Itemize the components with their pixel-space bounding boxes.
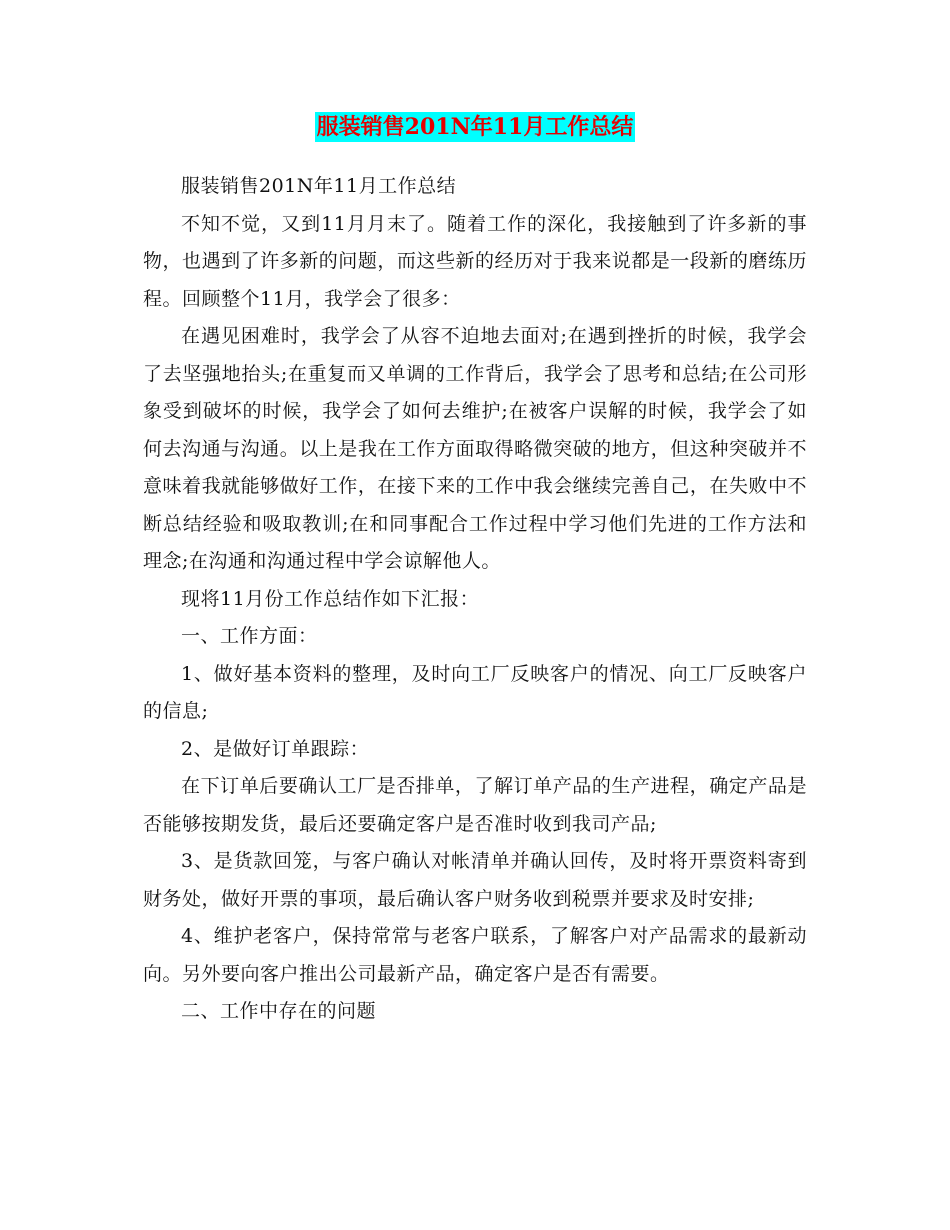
section-heading-work: 一、工作方面： (181, 625, 318, 647)
document-title: 服装销售201N年11月工作总结 (316, 114, 634, 140)
section-heading-problems: 二、工作中存在的问题 (181, 1000, 377, 1022)
list-item-1: 1、做好基本资料的整理，及时向工厂反映客户的情况、向工厂反映客户的信息; (143, 662, 807, 722)
list-item-3: 3、是货款回笼，与客户确认对帐清单并确认回传，及时将开票资料寄到财务处，做好开票的事项，最后确认客户财务收到税票并要求及时安排; (143, 850, 807, 910)
paragraph-subtitle: 服装销售201N年11月工作总结 (181, 175, 457, 197)
paragraph-order-tracking: 在下订单后要确认工厂是否排单，了解订单产品的生产进程，确定产品是否能够按期发货，最后还要确定客户是否准时收到我司产品; (143, 775, 807, 835)
paragraph-intro: 不知不觉，又到11月月末了。随着工作的深化，我接触到了许多新的事物，也遇到了许多新的问题，而这些新的经历对于我来说都是一段新的磨练历程。回顾整个11月，我学会了很多： (143, 212, 807, 310)
title-container (0, 112, 950, 142)
list-item-4: 4、维护老客户，保持常常与老客户联系，了解客户对产品需求的最新动向。另外要向客户推出公司最新产品，确定客户是否有需要。 (143, 925, 807, 985)
paragraph-report-lead: 现将11月份工作总结作如下汇报： (181, 587, 480, 610)
paragraph-lessons: 在遇见困难时，我学会了从容不迫地去面对;在遇到挫折的时候，我学会了去坚强地抬头;在重复而又单调的工作背后，我学会了思考和总结;在公司形象受到破坏的时候，我学会了如何去维护;在被客户误解的时候，我学会了如何去沟通与沟通。以上是我在工作方面取得略微突破的地方，但这种突破并不意味着我就能够做好工作，在接下来的工作中我会继续完善自己，在失败中不断总结经验和吸取教训;在和同事配合工作过程中学习他们先进的工作方法和理念;在沟通和沟通过程中学会谅解他人。 (143, 325, 807, 572)
document-body (143, 168, 807, 1031)
list-item-2: 2、是做好订单跟踪： (181, 737, 370, 760)
